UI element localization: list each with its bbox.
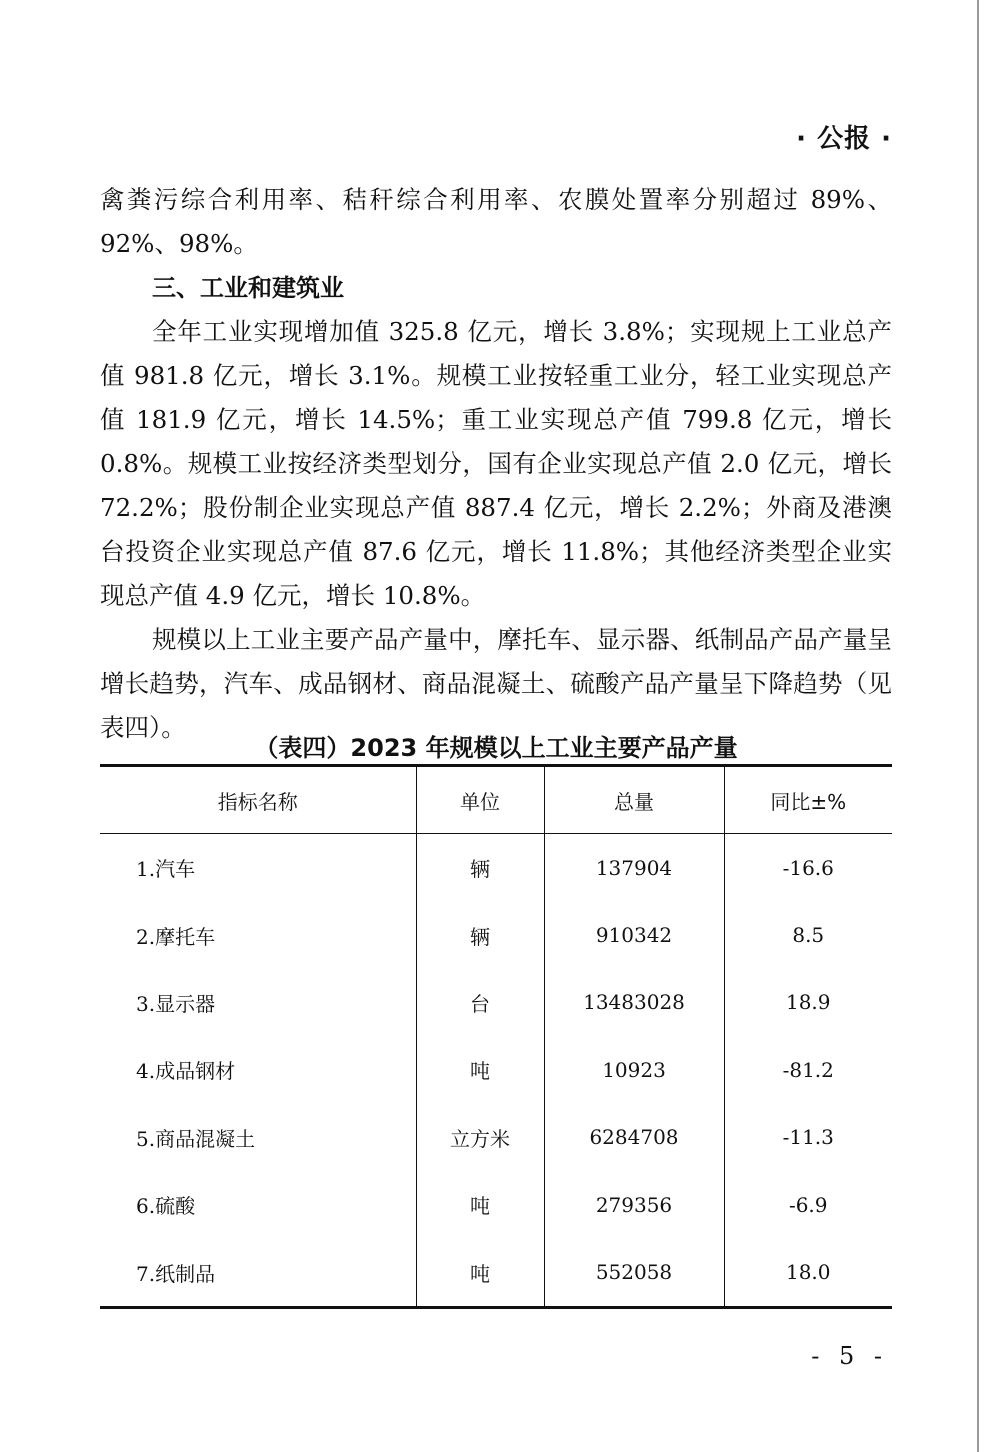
table-row xyxy=(100,1171,892,1238)
header-unit: 单位 xyxy=(416,766,544,834)
cell-name: 7.纸制品 xyxy=(100,1238,416,1307)
page-number: - 5 - xyxy=(811,1342,888,1370)
cell-name: 3.显示器 xyxy=(100,969,416,1036)
bulletin-header-tag: · 公报 · xyxy=(796,124,892,154)
cell-unit: 吨 xyxy=(416,1171,544,1238)
cell-name: 1.汽车 xyxy=(100,834,416,902)
cell-total: 6284708 xyxy=(544,1104,724,1171)
cell-name: 5.商品混凝土 xyxy=(100,1104,416,1171)
header-indicator-name: 指标名称 xyxy=(100,766,416,834)
cell-yoy: -16.6 xyxy=(782,855,834,880)
paragraph-industry-output: 全年工业实现增加值 325.8 亿元，增长 3.8%；实现规上工业总产值 981.8 亿元，增长 3.1%。规模工业按轻重工业分，轻工业实现总产值 181.9 亿元，增长 14.5%；重工业实现总产值 799.8 亿元，增长 0.8%。规模工业按经济类型划分，国有企业实现总产值 2.0 亿元，增长 72.2%；股份制企业实现总产值 887.4 亿元，增长 2.2%；外商及港澳台投资企业实现总产值 87.6 亿元，增长 11.8%；其他经济类型企业实现总产值 4.9 亿元，增长 10.8%。 xyxy=(100,317,892,610)
cell-yoy: -11.3 xyxy=(782,1125,834,1150)
cell-name: 2.摩托车 xyxy=(100,901,416,968)
cell-yoy: 18.9 xyxy=(785,990,831,1015)
header-yoy: 同比±% xyxy=(724,766,892,834)
cell-total: 552058 xyxy=(544,1238,724,1307)
table-row xyxy=(100,1104,892,1171)
cell-yoy: -81.2 xyxy=(782,1057,834,1082)
paragraph-product-output: 规模以上工业主要产品产量中，摩托车、显示器、纸制品产品产量呈增长趋势，汽车、成品钢材、商品混凝土、硫酸产品产量呈下降趋势（见表四）。 xyxy=(100,625,892,742)
cell-total: 137904 xyxy=(544,834,724,902)
cell-unit: 台 xyxy=(416,969,544,1036)
table-title: （表四）2023 年规模以上工业主要产品产量 xyxy=(254,734,738,762)
cell-total: 10923 xyxy=(544,1036,724,1103)
table-row xyxy=(100,1036,892,1103)
product-output-table xyxy=(100,764,892,1309)
header-total: 总量 xyxy=(544,766,724,834)
cell-name: 6.硫酸 xyxy=(100,1171,416,1238)
table-row xyxy=(100,969,892,1036)
cell-yoy: -6.9 xyxy=(788,1192,828,1217)
cell-unit: 立方米 xyxy=(416,1104,544,1171)
cell-unit: 吨 xyxy=(416,1036,544,1103)
cell-name: 4.成品钢材 xyxy=(100,1036,416,1103)
cell-yoy: 18.0 xyxy=(785,1260,831,1285)
body-text xyxy=(100,178,892,750)
table-row xyxy=(100,1238,892,1307)
cell-total: 910342 xyxy=(544,901,724,968)
table-header-row xyxy=(100,766,892,834)
table-row xyxy=(100,901,892,968)
cell-unit: 辆 xyxy=(416,901,544,968)
table-row xyxy=(100,834,892,902)
paragraph-continued: 禽粪污综合利用率、秸秆综合利用率、农膜处置率分别超过 89%、92%、98%。 xyxy=(100,185,892,258)
cell-total: 13483028 xyxy=(544,969,724,1036)
cell-unit: 吨 xyxy=(416,1238,544,1307)
cell-yoy: 8.5 xyxy=(792,923,825,948)
cell-total: 279356 xyxy=(544,1171,724,1238)
section-heading: 三、工业和建筑业 xyxy=(152,274,344,302)
cell-unit: 辆 xyxy=(416,834,544,902)
